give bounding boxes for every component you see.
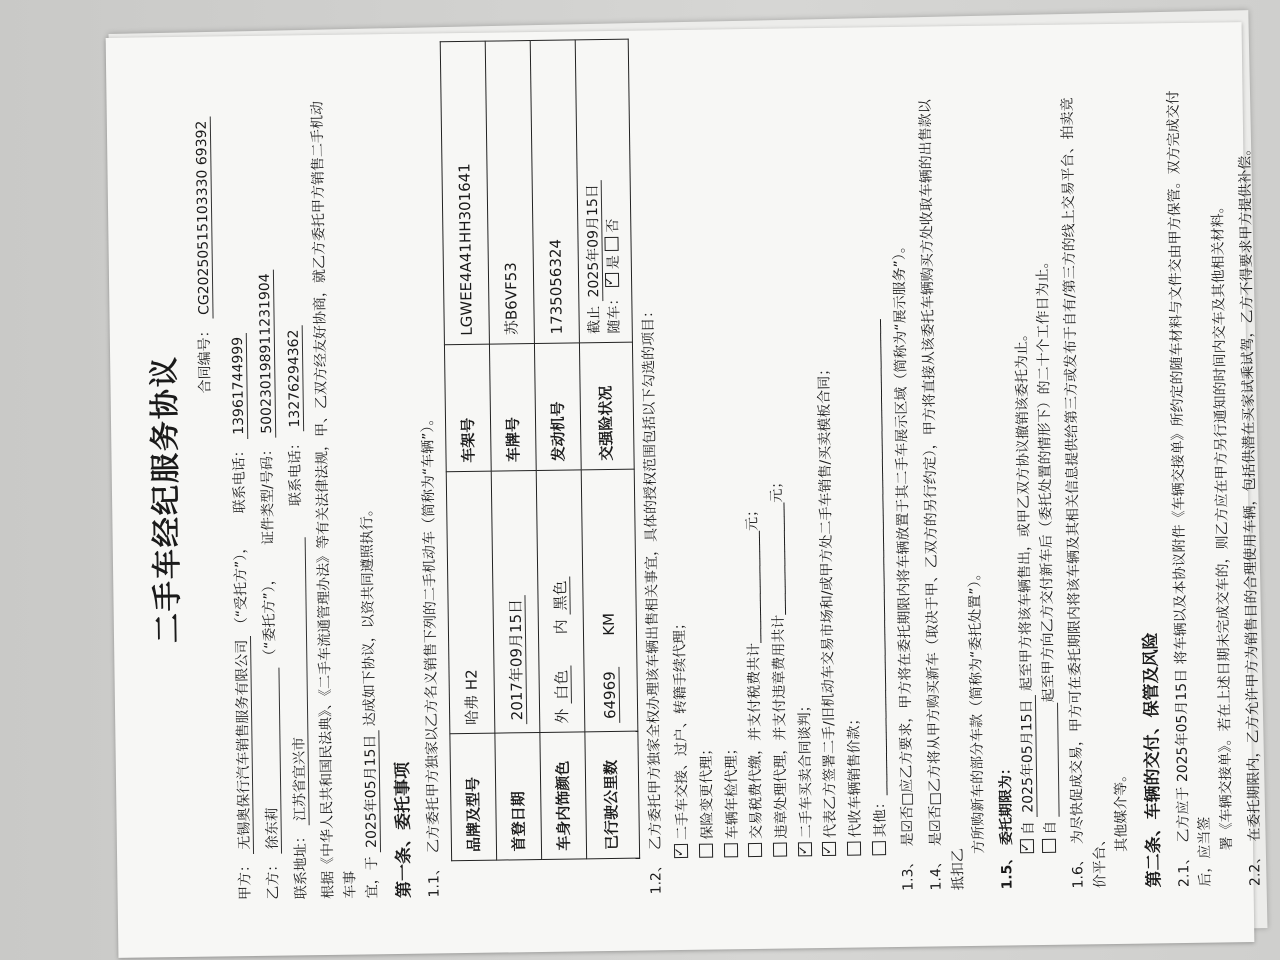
vin-label: 车架号: [445, 344, 492, 472]
vehicle-table: [440, 39, 640, 862]
party-b-id-label: 证件类型/号码：: [259, 442, 277, 545]
color-label: 车身内饰颜色: [540, 732, 587, 860]
color-interior-label: 内: [551, 619, 570, 635]
preamble-line-2a: 宜，于: [363, 856, 381, 899]
clause-1-6: [1058, 84, 1134, 889]
clause-2-1: [1163, 82, 1239, 887]
doc-title: 二手车经纪服务协议: [147, 354, 187, 644]
clause-text: 乙方委托甲方独家全权办理该车辆出售相关事宜，具体的授权范围包括以下勾选的项目：: [639, 303, 664, 851]
party-b-row: [252, 96, 285, 900]
term-option-1: 起至甲方将该车辆售出，或甲乙双方协议撤销该委托为止。: [1013, 326, 1035, 692]
party-b-id: 500230198911231904: [257, 269, 276, 438]
authorization-checkbox[interactable]: [847, 842, 861, 856]
agreement-document: [106, 42, 1264, 958]
clause-text: 是☑否□应乙方要求，甲方将在委托期限内将车辆放置于其二手车展示区域（简称为“展示服务”）。: [891, 239, 917, 847]
plate-value: 苏B6VF53: [486, 41, 535, 344]
party-a-row: [225, 96, 258, 900]
preamble-line-2b: 达成如下协议，以资共同遵照执行。: [358, 502, 378, 727]
party-a-name: 无锡奥保行汽车销售服务有限公司: [234, 636, 254, 854]
insurance-yes: 是: [605, 255, 622, 270]
clause-text-cont: 方所购新车的部分车款（简称为“委托处置”）。: [967, 566, 988, 854]
authorization-item-text: 代收车辆销售价款；: [846, 711, 864, 838]
insurance-no: 否: [605, 218, 622, 233]
authorization-item-text: 交易税费代缴，并支付税费共计________________元；: [744, 502, 766, 840]
clause-1-3: [888, 87, 921, 891]
engine-label: 发动机号: [535, 343, 582, 471]
party-b-label: 乙方：: [264, 857, 282, 900]
mileage-label: 已行驶公里数: [585, 731, 639, 859]
party-a-phone-label: 联系电话：: [231, 443, 249, 514]
contract-number-value: CG20250515103330 69392: [193, 117, 213, 320]
authorization-checkbox[interactable]: [724, 843, 738, 857]
party-b-role: （“委托方”），: [260, 571, 279, 663]
term-from-label: 自: [1020, 821, 1037, 836]
authorization-item-text: 二手车买卖合同谈判；: [796, 698, 815, 839]
clause-number: 1.1、: [425, 861, 443, 898]
authorization-checkbox[interactable]: [773, 843, 787, 857]
clause-1-2: [635, 90, 668, 894]
mileage-unit: KM: [600, 612, 619, 636]
color-value: [537, 470, 586, 733]
reg-date-value: 2017年09月15日: [506, 595, 527, 725]
color-exterior: 白色: [552, 666, 572, 704]
party-b-name: 徐东莉: [262, 667, 282, 853]
checkbox-no[interactable]: [604, 237, 618, 251]
authorization-item-text: 二手车交接、过户、转籍手续代理；: [671, 615, 692, 841]
authorization-checkbox[interactable]: [798, 842, 812, 856]
party-a-label: 甲方：: [237, 857, 254, 901]
engine-value: 1735056324: [531, 40, 580, 343]
address-value: 江苏省宜兴市: [288, 537, 309, 825]
authorization-checkbox[interactable]: [872, 841, 886, 855]
reg-date-label: 首登日期: [495, 732, 542, 860]
authorization-checkbox[interactable]: [748, 843, 762, 857]
clause-1-4: [915, 86, 991, 891]
authorization-item-text: 车辆年检代理；: [723, 741, 741, 840]
preamble: [308, 94, 384, 899]
mileage-number: 64969: [601, 667, 621, 723]
clause-1-5: [987, 85, 1063, 890]
address-label: 联系地址：: [292, 829, 310, 900]
clause-text-cont: 其他媒介等。: [1112, 767, 1130, 852]
term-option-2: 起至甲方向乙方交付新车后（委托处置的情形下）的二十个工作日为止。: [1034, 254, 1057, 703]
section-2-heading: 第二条、车辆的交付、保管及风险: [1141, 632, 1165, 888]
authorization-checkbox[interactable]: [822, 842, 836, 856]
table-row: [576, 39, 640, 859]
plate-label: 车牌号: [490, 343, 537, 471]
clause-number: 2.1、: [1175, 850, 1193, 888]
contract-number-label: 合同编号：: [196, 323, 214, 394]
contract-number: [191, 96, 224, 900]
authorization-checkbox[interactable]: [699, 844, 713, 858]
checkbox-term-2[interactable]: [1041, 839, 1055, 853]
brand-label: 品牌及型号: [450, 733, 497, 861]
term-from-date: 2025年05月15日: [1019, 695, 1038, 816]
checkbox-yes[interactable]: [605, 273, 619, 287]
color-exterior-label: 外: [552, 708, 571, 724]
authorization-item-text: 违章处理代理，并支付违章费用共计________________元；: [768, 474, 790, 839]
preamble-date: 2025年05月15日: [362, 731, 381, 852]
insurance-label: 交强险状况: [580, 342, 634, 470]
clause-text: 乙方应于 2025年05月15日 将车辆以及本协议附件《车辆交接单》所约定的随车材料与文件交由甲方保管。双方完成交付后，应当签: [1165, 90, 1214, 887]
mileage-value: [582, 469, 638, 732]
color-interior: 黑色: [551, 576, 571, 614]
clause-text-cont: 署《车辆交接单》。若在上述日期未完成交车的，则乙方应在甲方另行通知的时间内交车及其他相关材料。: [1209, 199, 1236, 851]
insurance-until: 2025年09月15日: [585, 180, 604, 301]
clause-text: 是☑否□乙方将从甲方购买新车（取决于甲、乙双方的另行约定），甲方将直接从该委托车辆购买方处收取车辆的出售款以抵扣乙: [917, 99, 967, 891]
clause-number: 1.5、: [999, 850, 1016, 890]
party-a-role: （“受托方”），: [232, 539, 251, 632]
vin-value: LGWEE4A41HH301641: [441, 41, 490, 344]
clause-number: 2.2、: [1246, 849, 1264, 887]
term-from-label-2: 自: [1042, 820, 1059, 835]
clause-text: 在委托期限内，乙方允许甲方为销售目的合理使用车辆，包括供潜在买家试乘试驾，乙方不得要求甲方提供补偿。: [1236, 141, 1263, 842]
authorization-items: [663, 87, 893, 894]
authorization-item-text: 其他：____________________________________________________________________: [865, 319, 889, 838]
party-a-phone: 13961744999: [230, 333, 248, 439]
clause-title: 委托期限为：: [997, 760, 1016, 846]
clause-1-1: [413, 93, 446, 897]
party-b-phone: 13276294362: [285, 325, 303, 431]
authorization-checkbox[interactable]: [674, 844, 688, 858]
checkbox-term-1[interactable]: [1020, 839, 1034, 853]
authorization-item-text: 保险变更代理；: [698, 741, 716, 840]
clause-number: 1.4、: [928, 854, 945, 891]
section-1-heading: 第一条、委托事项: [393, 761, 415, 899]
authorization-item-text: 代表乙方签署二手/旧机动车交易市场和/或甲方处二手车销售/买卖模板合同；: [816, 361, 840, 839]
clause-text: 为尽快促成交易，甲方可在委托期限内将该车辆及其相关信息提供给第三方或发布于自有/第三方的线上交易平台、拍卖竞价平台、: [1059, 97, 1109, 889]
preamble-line-1: 根据《中华人民共和国民法典》、《二手车流通管理办法》等有关法律法规，甲、乙双方经友好协商，就乙方委托甲方销售二手机动车事: [309, 100, 359, 900]
clause-number: 1.2、: [647, 857, 665, 895]
insurance-with-label: 随车：: [606, 291, 623, 334]
document-sheet: [106, 22, 1264, 958]
insurance-until-label: 截止: [586, 305, 604, 334]
party-b-phone-label: 联系电话：: [286, 435, 304, 507]
brand-value: 哈弗 H2: [447, 471, 496, 734]
clause-text: 乙方委托甲方独家以乙方名义销售下列的二手机动车（简称为“车辆”）。: [419, 411, 442, 854]
insurance-value: [576, 39, 632, 342]
clause-number: 1.3、: [900, 854, 918, 891]
address-row: [280, 95, 313, 899]
clause-number: 1.6、: [1070, 852, 1087, 889]
